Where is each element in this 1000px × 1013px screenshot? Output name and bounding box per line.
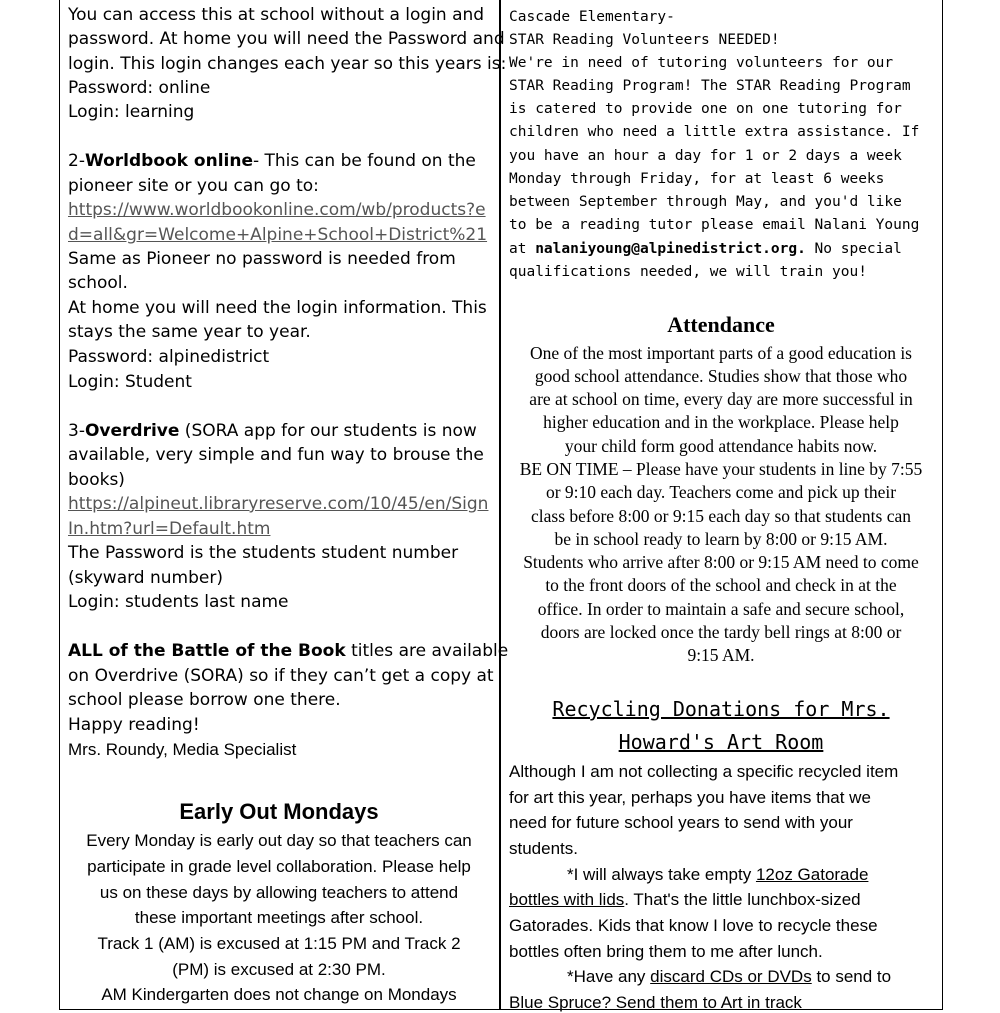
cd-line: *Have any discard CDs or DVDs to send to bbox=[567, 967, 892, 986]
text-line: pioneer site or you can go to: bbox=[68, 176, 319, 196]
cd-item: discard CDs or DVDs bbox=[650, 967, 812, 986]
login-line: Login: students last name bbox=[68, 592, 289, 612]
password-line: Password: online bbox=[68, 78, 211, 98]
text-line: doors are locked once the tardy bell rings at 8:00 or bbox=[540, 622, 902, 642]
text-line: The Password is the students student number bbox=[68, 543, 459, 563]
overdrive-link[interactable]: https://alpineut.libraryreserve.com/10/45/en/Sign bbox=[68, 494, 489, 514]
text-line: these important meetings after school. bbox=[134, 908, 424, 927]
text-line: to be a reading tutor please email Nalani Young bbox=[509, 217, 920, 233]
email-line: at nalaniyoung@alpinedistrict.org. No special bbox=[509, 241, 902, 257]
text-line: between September through May, and you'd like bbox=[509, 194, 902, 210]
text-line: Happy reading! bbox=[68, 715, 200, 735]
recycling-heading-cont: Howard's Art Room bbox=[618, 730, 824, 754]
text-line: You can access this at school without a login and bbox=[68, 5, 485, 25]
overdrive-title: Overdrive bbox=[84, 421, 180, 441]
text-line: higher education and in the workplace. Please help bbox=[543, 412, 899, 432]
text-line: us on these days by allowing teachers to attend bbox=[99, 883, 459, 902]
text-line: available, very simple and fun way to brouse the bbox=[68, 445, 484, 465]
login-line: Login: Student bbox=[68, 372, 192, 392]
text-line: to the front doors of the school and check in at the bbox=[545, 575, 897, 595]
text-line: password. At home you will need the Password and bbox=[68, 29, 505, 49]
text-line: Cascade Elementary- bbox=[509, 9, 675, 25]
text-line: Every Monday is early out day so that teachers can bbox=[86, 831, 472, 850]
text-line: class before 8:00 or 9:15 each day so that students can bbox=[530, 506, 912, 526]
text-line: Track 1 (AM) is excused at 1:15 PM and Track 2 bbox=[97, 934, 461, 953]
text-line: At home you will need the login information. This bbox=[68, 298, 487, 318]
text-line: children who need a little extra assistance. If bbox=[509, 124, 920, 140]
text-line: One of the most important parts of a good education is bbox=[529, 343, 912, 363]
text-line: Although I am not collecting a specific recycled item bbox=[509, 762, 899, 781]
text-line: books) bbox=[68, 470, 125, 490]
text-line: AM Kindergarten does not change on Mondays bbox=[101, 985, 457, 1004]
early-out-heading: Early Out Mondays bbox=[179, 799, 379, 824]
text-line: are at school on time, every day are more successful in bbox=[529, 389, 913, 409]
recycling-heading: Recycling Donations for Mrs. bbox=[552, 697, 890, 721]
gatorade-line-cont: bottles with lids. That's the little lunchbox-sized bbox=[509, 890, 861, 909]
battle-line: ALL of the Battle of the Book titles are available bbox=[68, 641, 509, 661]
text-line: participate in grade level collaboration. Please help bbox=[87, 857, 471, 876]
text-line: BE ON TIME – Please have your students in line by 7:55 bbox=[519, 459, 923, 479]
text-line: login. This login changes each year so this years is: bbox=[68, 54, 507, 74]
text-line: (PM) is excused at 2:30 PM. bbox=[172, 960, 386, 979]
text-line: school. bbox=[68, 273, 128, 293]
gatorade-item-cont: bottles with lids bbox=[509, 890, 625, 909]
overdrive-link-cont[interactable]: In.htm?url=Default.htm bbox=[68, 519, 271, 539]
text-line: (skyward number) bbox=[68, 568, 223, 588]
worldbook-link-cont[interactable]: d=all&gr=Welcome+Alpine+School+District%21 bbox=[68, 225, 488, 245]
signature: Mrs. Roundy, Media Specialist bbox=[68, 740, 297, 759]
text-line: We're in need of tutoring volunteers for our bbox=[509, 55, 894, 71]
login-line: Login: learning bbox=[68, 102, 195, 122]
text-line: STAR Reading Volunteers NEEDED! bbox=[509, 32, 780, 48]
worldbook-title-line: 2-Worldbook online- This can be found on the bbox=[68, 151, 476, 171]
text-line: good school attendance. Studies show that those who bbox=[534, 366, 908, 386]
text-line: qualifications needed, we will train you! bbox=[509, 264, 867, 280]
overdrive-title-line: 3-Overdrive (SORA app for our students is now bbox=[68, 421, 477, 441]
text-line: need for future school years to send with your bbox=[509, 813, 853, 832]
worldbook-title: Worldbook online bbox=[84, 151, 253, 171]
text-line: office. In order to maintain a safe and secure school, bbox=[537, 599, 905, 619]
text-line: your child form good attendance habits now. bbox=[564, 436, 878, 456]
text-line: for art this year, perhaps you have items that we bbox=[509, 788, 871, 807]
text-line: bottles often bring them to me after lunch. bbox=[509, 942, 823, 961]
gatorade-line: *I will always take empty 12oz Gatorade bbox=[567, 865, 869, 884]
text-line: is catered to provide one on one tutoring for bbox=[509, 101, 902, 117]
text-line: Students who arrive after 8:00 or 9:15 AM need to come bbox=[523, 552, 919, 572]
text-line: Gatorades. Kids that know I love to recycle these bbox=[509, 916, 878, 935]
password-line: Password: alpinedistrict bbox=[68, 347, 270, 367]
text-line: Blue Spruce? Send them to Art in track bbox=[509, 993, 802, 1012]
text-line: STAR Reading Program! The STAR Reading Program bbox=[509, 78, 911, 94]
text-line: Monday through Friday, for at least 6 weeks bbox=[509, 171, 885, 187]
battle-bold: ALL of the Battle of the Book bbox=[68, 641, 346, 661]
text-line: Same as Pioneer no password is needed from bbox=[68, 249, 456, 269]
worldbook-link[interactable]: https://www.worldbookonline.com/wb/products?e bbox=[68, 200, 486, 220]
text-line: students. bbox=[509, 839, 578, 858]
text-line: stays the same year to year. bbox=[68, 322, 311, 342]
text-line: or 9:10 each day. Teachers come and pick up their bbox=[545, 482, 897, 502]
text-line: be in school ready to learn by 8:00 or 9:15 AM. bbox=[554, 529, 888, 549]
text-line: on Overdrive (SORA) so if they can’t get a copy at bbox=[68, 666, 494, 686]
gatorade-item: 12oz Gatorade bbox=[755, 865, 869, 884]
text-line: you have an hour a day for 1 or 2 days a week bbox=[509, 148, 902, 164]
text-line: 9:15 AM. bbox=[687, 645, 755, 665]
text-line: school please borrow one there. bbox=[68, 690, 341, 710]
contact-email[interactable]: nalaniyoung@alpinedistrict.org. bbox=[535, 241, 806, 257]
attendance-heading: Attendance bbox=[667, 312, 775, 337]
